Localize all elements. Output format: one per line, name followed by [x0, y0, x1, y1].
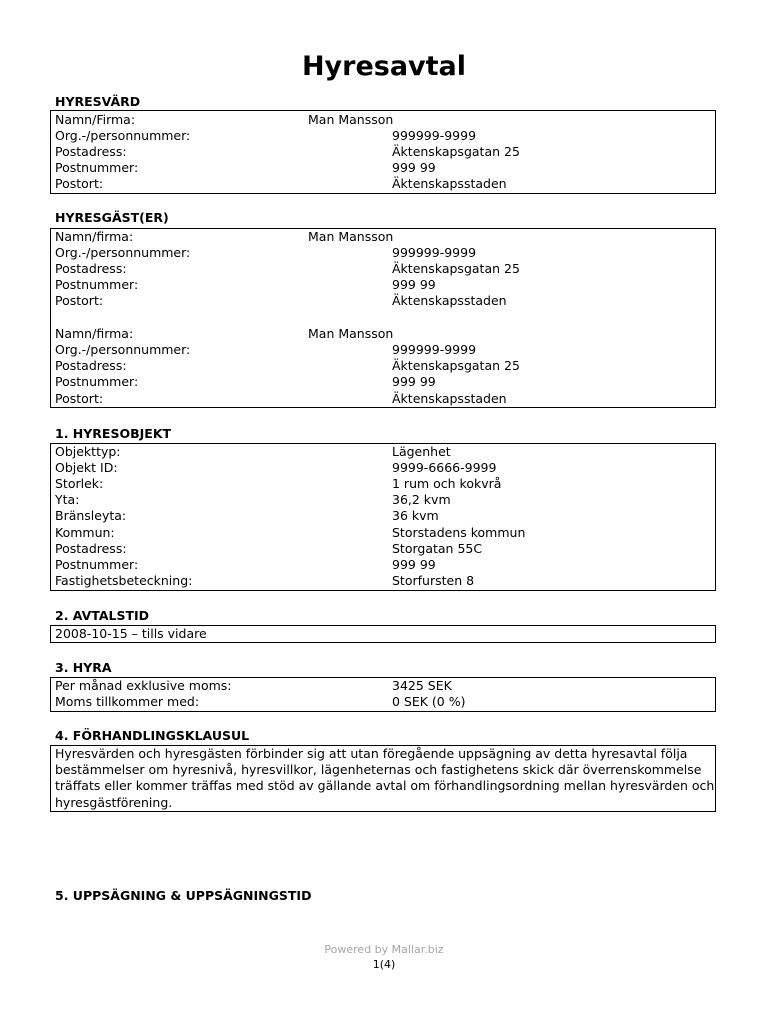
- tenant2-row-address: [55, 358, 715, 374]
- clause-box: [50, 745, 716, 812]
- term-box: [50, 625, 716, 643]
- field-label: Org.-/personnummer:: [55, 245, 191, 260]
- field-value: 999999-9999: [392, 128, 477, 143]
- field-value: Äktenskapsstaden: [392, 391, 507, 406]
- field-value: 999 99: [392, 277, 436, 292]
- field-label: Postnummer:: [55, 277, 139, 292]
- object-box: [50, 443, 716, 591]
- field-label: Postort:: [55, 176, 104, 191]
- clause-text: Hyresvärden och hyresgästen förbinder sig att utan föregående uppsägning av detta hyresavtal följa bestämmelser om hyresnivå, hyresvillkor, lägenheternas och fastighetens skick där överrenskommelse träffats eller kommer träffas med stöd av gällande avtal om förhandlingsordning mellan hyresvärden och hyresgästförening.: [55, 746, 715, 810]
- field-value: Lägenhet: [392, 444, 451, 459]
- landlord-row-id: [55, 128, 715, 144]
- page-number: 1(4): [372, 958, 396, 971]
- rent-row-vat: [55, 694, 715, 710]
- rent-row-monthly: [55, 678, 715, 694]
- object-row-id: [55, 460, 715, 476]
- powered-by-text: Powered by Mallar.biz: [324, 943, 444, 956]
- landlord-row-address: [55, 144, 715, 160]
- landlord-row-name: [55, 112, 715, 128]
- termination-heading: 5. UPPSÄGNING & UPPSÄGNINGSTID: [55, 888, 312, 903]
- tenant2-row-id: [55, 342, 715, 358]
- field-value: 36,2 kvm: [392, 492, 451, 507]
- field-label: Bränsleyta:: [55, 508, 127, 523]
- field-label: Fastighetsbeteckning:: [55, 573, 193, 588]
- field-value: 999999-9999: [392, 342, 477, 357]
- object-row-size: [55, 476, 715, 492]
- field-label: Postadress:: [55, 261, 127, 276]
- field-value: 999 99: [392, 160, 436, 175]
- field-value: Äktenskapsgatan 25: [392, 358, 520, 373]
- term-text: 2008-10-15 – tills vidare: [55, 626, 207, 641]
- field-label: Postadress:: [55, 541, 127, 556]
- field-value: 36 kvm: [392, 508, 439, 523]
- field-label: Namn/firma:: [55, 229, 134, 244]
- field-label: Org.-/personnummer:: [55, 342, 191, 357]
- field-value: Storstadens kommun: [392, 525, 526, 540]
- field-value: Man Mansson: [308, 112, 394, 127]
- document-title: Hyresavtal: [301, 51, 467, 82]
- rent-box: [50, 677, 716, 712]
- field-label: Org.-/personnummer:: [55, 128, 191, 143]
- object-row-area: [55, 492, 715, 508]
- field-label: Namn/Firma:: [55, 112, 136, 127]
- field-label: Postnummer:: [55, 374, 139, 389]
- field-value: 999 99: [392, 557, 436, 572]
- field-value: Man Mansson: [308, 326, 394, 341]
- field-label: Namn/firma:: [55, 326, 134, 341]
- rent-heading: 3. HYRA: [55, 660, 112, 675]
- object-row-property: [55, 573, 715, 589]
- field-value: Äktenskapsgatan 25: [392, 261, 520, 276]
- field-value: Äktenskapsstaden: [392, 293, 507, 308]
- field-label: Postnummer:: [55, 557, 139, 572]
- field-value: 9999-6666-9999: [392, 460, 497, 475]
- tenant2-row-postcode: [55, 374, 715, 390]
- object-row-postcode: [55, 557, 715, 573]
- field-value: 999 99: [392, 374, 436, 389]
- object-heading: 1. HYRESOBJEKT: [55, 426, 172, 441]
- field-value: Äktenskapsstaden: [392, 176, 507, 191]
- field-label: Objekttyp:: [55, 444, 121, 459]
- field-value: Storgatan 55C: [392, 541, 483, 556]
- tenant1-row-address: [55, 261, 715, 277]
- field-value: 999999-9999: [392, 245, 477, 260]
- field-value: 0 SEK (0 %): [392, 694, 466, 709]
- tenants-heading: HYRESGÄST(ER): [55, 210, 169, 225]
- clause-heading: 4. FÖRHANDLINGSKLAUSUL: [55, 728, 250, 743]
- field-label: Moms tillkommer med:: [55, 694, 200, 709]
- tenant2-row-city: [55, 391, 715, 407]
- tenant1-row-id: [55, 245, 715, 261]
- field-value: Storfursten 8: [392, 573, 475, 588]
- tenant1-row-name: [55, 229, 715, 245]
- field-label: Postort:: [55, 293, 104, 308]
- tenant2-row-name: [55, 326, 715, 342]
- field-value: 3425 SEK: [392, 678, 452, 693]
- field-value: Äktenskapsgatan 25: [392, 144, 520, 159]
- field-label: Postadress:: [55, 144, 127, 159]
- tenant1-row-city: [55, 293, 715, 309]
- object-row-address: [55, 541, 715, 557]
- landlord-row-postcode: [55, 160, 715, 176]
- field-label: Postadress:: [55, 358, 127, 373]
- field-label: Per månad exklusive moms:: [55, 678, 232, 693]
- landlord-row-city: [55, 176, 715, 192]
- term-heading: 2. AVTALSTID: [55, 608, 150, 623]
- field-label: Storlek:: [55, 476, 104, 491]
- landlord-box: [50, 110, 716, 194]
- tenants-box: [50, 228, 716, 408]
- landlord-heading: HYRESVÄRD: [55, 94, 141, 109]
- field-value: Man Mansson: [308, 229, 394, 244]
- field-label: Kommun:: [55, 525, 115, 540]
- tenant1-row-postcode: [55, 277, 715, 293]
- term-row: [55, 626, 715, 642]
- field-label: Yta:: [55, 492, 80, 507]
- object-row-fuel-area: [55, 508, 715, 524]
- object-row-type: [55, 444, 715, 460]
- field-value: 1 rum och kokvrå: [392, 476, 502, 491]
- object-row-municipality: [55, 525, 715, 541]
- field-label: Postnummer:: [55, 160, 139, 175]
- field-label: Objekt ID:: [55, 460, 118, 475]
- field-label: Postort:: [55, 391, 104, 406]
